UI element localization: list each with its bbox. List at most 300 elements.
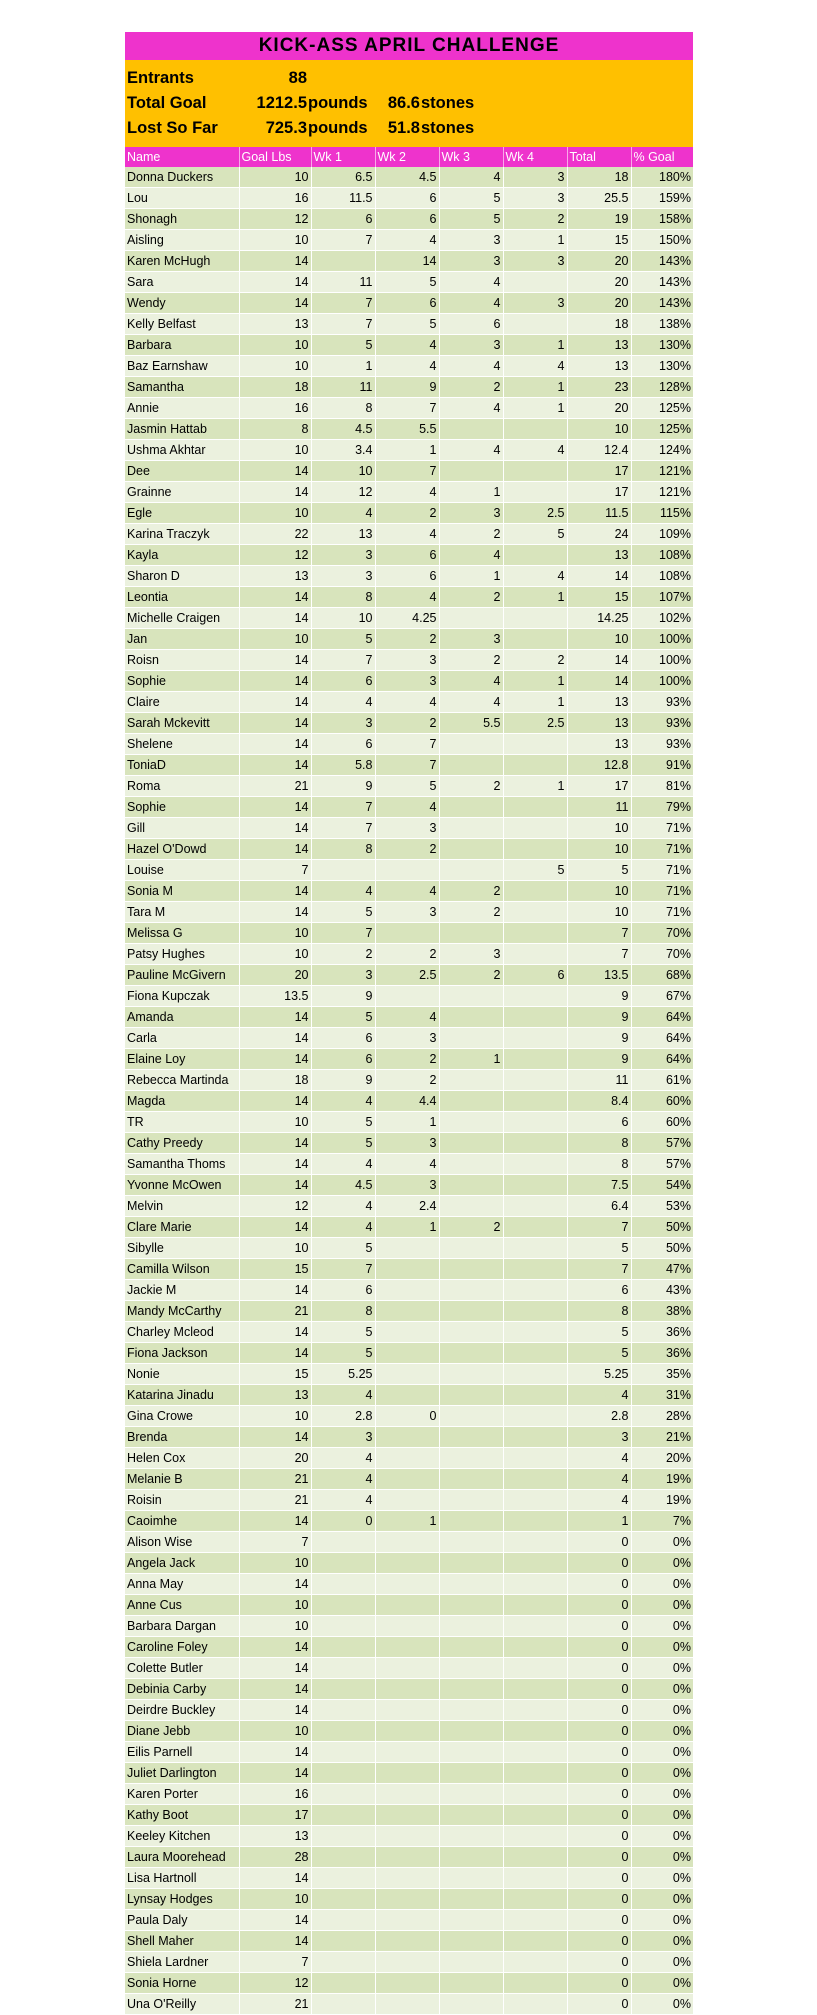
wk2-cell: [375, 1679, 439, 1700]
wk1-cell: [311, 1994, 375, 2015]
name-cell: Sonia M: [125, 881, 239, 902]
percent-cell: 143%: [631, 251, 693, 272]
wk4-cell: 1: [503, 671, 567, 692]
wk1-cell: 10: [311, 461, 375, 482]
goal-cell: 7: [239, 1532, 311, 1553]
percent-cell: 121%: [631, 482, 693, 503]
table-row: [125, 1910, 693, 1931]
name-cell: Caroline Foley: [125, 1637, 239, 1658]
wk3-cell: 3: [439, 251, 503, 272]
wk4-cell: [503, 272, 567, 293]
total-cell: 13: [567, 692, 631, 713]
name-cell: Annie: [125, 398, 239, 419]
table-row: [125, 1028, 693, 1049]
name-cell: Lisa Hartnoll: [125, 1868, 239, 1889]
wk2-cell: 4: [375, 881, 439, 902]
table-row: [125, 902, 693, 923]
wk2-cell: [375, 1238, 439, 1259]
wk4-cell: 1: [503, 776, 567, 797]
table-row: [125, 1889, 693, 1910]
goal-cell: 14: [239, 1280, 311, 1301]
goal-cell: 14: [239, 902, 311, 923]
goal-cell: 10: [239, 335, 311, 356]
table-body: [125, 167, 693, 2015]
goal-cell: 20: [239, 965, 311, 986]
percent-cell: 71%: [631, 902, 693, 923]
total-cell: 5: [567, 860, 631, 881]
name-cell: Anne Cus: [125, 1595, 239, 1616]
goal-cell: 13: [239, 1385, 311, 1406]
goal-cell: 14: [239, 482, 311, 503]
table-row: [125, 419, 693, 440]
percent-cell: 93%: [631, 734, 693, 755]
total-cell: 11: [567, 797, 631, 818]
wk4-cell: 1: [503, 230, 567, 251]
goal-cell: 14: [239, 587, 311, 608]
table-row: [125, 230, 693, 251]
wk1-cell: [311, 860, 375, 881]
goal-cell: 13: [239, 1826, 311, 1847]
wk4-cell: [503, 1616, 567, 1637]
table-row: [125, 608, 693, 629]
wk1-cell: 4: [311, 503, 375, 524]
wk2-cell: 4: [375, 797, 439, 818]
table-row: [125, 1469, 693, 1490]
table-row: [125, 1280, 693, 1301]
wk2-cell: 2: [375, 713, 439, 734]
name-cell: Nonie: [125, 1364, 239, 1385]
total-cell: 5.25: [567, 1364, 631, 1385]
wk2-cell: [375, 1322, 439, 1343]
wk3-cell: 2: [439, 587, 503, 608]
wk1-cell: 10: [311, 608, 375, 629]
wk3-cell: [439, 1301, 503, 1322]
total-cell: 5: [567, 1322, 631, 1343]
wk2-cell: 1: [375, 1112, 439, 1133]
wk4-cell: [503, 1364, 567, 1385]
wk4-cell: [503, 986, 567, 1007]
goal-cell: 14: [239, 671, 311, 692]
percent-cell: 124%: [631, 440, 693, 461]
total-cell: 14: [567, 650, 631, 671]
name-cell: Clare Marie: [125, 1217, 239, 1238]
total-cell: 5: [567, 1238, 631, 1259]
wk2-cell: [375, 1973, 439, 1994]
wk3-cell: 5.5: [439, 713, 503, 734]
table-row: [125, 965, 693, 986]
percent-cell: 143%: [631, 272, 693, 293]
lost-so-far-lbs: 725.3: [265, 119, 307, 137]
total-cell: 0: [567, 1931, 631, 1952]
wk4-cell: [503, 545, 567, 566]
name-cell: Sara: [125, 272, 239, 293]
wk4-cell: 1: [503, 692, 567, 713]
percent-cell: 0%: [631, 1994, 693, 2015]
percent-cell: 67%: [631, 986, 693, 1007]
goal-cell: 10: [239, 1616, 311, 1637]
name-cell: Katarina Jinadu: [125, 1385, 239, 1406]
wk3-cell: [439, 818, 503, 839]
name-cell: Sharon D: [125, 566, 239, 587]
name-cell: Sonia Horne: [125, 1973, 239, 1994]
wk3-cell: [439, 1469, 503, 1490]
name-cell: Una O'Reilly: [125, 1994, 239, 2015]
col-header-total: Total: [567, 147, 631, 167]
percent-cell: 36%: [631, 1343, 693, 1364]
wk3-cell: [439, 734, 503, 755]
percent-cell: 93%: [631, 692, 693, 713]
wk2-cell: [375, 1553, 439, 1574]
wk3-cell: [439, 1805, 503, 1826]
name-cell: Elaine Loy: [125, 1049, 239, 1070]
wk4-cell: 4: [503, 566, 567, 587]
percent-cell: 60%: [631, 1112, 693, 1133]
goal-cell: 21: [239, 1490, 311, 1511]
table-row: [125, 734, 693, 755]
table-row: [125, 1511, 693, 1532]
total-cell: 7: [567, 923, 631, 944]
name-cell: Egle: [125, 503, 239, 524]
wk1-cell: 3: [311, 545, 375, 566]
wk2-cell: 4: [375, 587, 439, 608]
goal-cell: 12: [239, 1196, 311, 1217]
wk3-cell: [439, 797, 503, 818]
percent-cell: 71%: [631, 818, 693, 839]
goal-cell: 14: [239, 608, 311, 629]
percent-cell: 0%: [631, 1637, 693, 1658]
name-cell: Sibylle: [125, 1238, 239, 1259]
table-row: [125, 671, 693, 692]
wk4-cell: [503, 1259, 567, 1280]
total-cell: 24: [567, 524, 631, 545]
table-row: [125, 1448, 693, 1469]
total-cell: 4: [567, 1448, 631, 1469]
table-row: [125, 209, 693, 230]
wk1-cell: 4: [311, 1448, 375, 1469]
total-cell: 0: [567, 1574, 631, 1595]
entrants-label: Entrants: [127, 69, 194, 87]
wk4-cell: [503, 1070, 567, 1091]
wk1-cell: 11: [311, 377, 375, 398]
wk4-cell: 2: [503, 650, 567, 671]
total-cell: 8: [567, 1301, 631, 1322]
wk3-cell: [439, 986, 503, 1007]
wk2-cell: 5.5: [375, 419, 439, 440]
wk3-cell: [439, 1784, 503, 1805]
wk1-cell: [311, 1805, 375, 1826]
wk1-cell: [311, 1658, 375, 1679]
percent-cell: 0%: [631, 1784, 693, 1805]
wk1-cell: 5: [311, 1322, 375, 1343]
wk2-cell: 2: [375, 839, 439, 860]
goal-cell: 8: [239, 419, 311, 440]
wk3-cell: [439, 1994, 503, 2015]
goal-cell: 14: [239, 1091, 311, 1112]
total-cell: 11.5: [567, 503, 631, 524]
percent-cell: 0%: [631, 1574, 693, 1595]
percent-cell: 108%: [631, 566, 693, 587]
wk2-cell: [375, 1658, 439, 1679]
percent-cell: 7%: [631, 1511, 693, 1532]
wk4-cell: [503, 608, 567, 629]
wk2-cell: 4.25: [375, 608, 439, 629]
percent-cell: 128%: [631, 377, 693, 398]
percent-cell: 102%: [631, 608, 693, 629]
wk4-cell: [503, 1805, 567, 1826]
table-row: [125, 272, 693, 293]
col-header-wk3: Wk 3: [439, 147, 503, 167]
goal-cell: 10: [239, 1595, 311, 1616]
wk2-cell: [375, 1826, 439, 1847]
name-cell: Angela Jack: [125, 1553, 239, 1574]
goal-cell: 7: [239, 1952, 311, 1973]
table-row: [125, 1826, 693, 1847]
wk4-cell: 2.5: [503, 713, 567, 734]
table-row: [125, 1574, 693, 1595]
wk4-cell: [503, 629, 567, 650]
wk2-cell: 1: [375, 1511, 439, 1532]
goal-cell: 14: [239, 1511, 311, 1532]
wk3-cell: [439, 419, 503, 440]
name-cell: Roisn: [125, 650, 239, 671]
table-row: [125, 650, 693, 671]
table-row: [125, 482, 693, 503]
wk4-cell: 3: [503, 188, 567, 209]
wk4-cell: [503, 1658, 567, 1679]
table-row: [125, 503, 693, 524]
percent-cell: 57%: [631, 1154, 693, 1175]
table-row: [125, 1721, 693, 1742]
wk2-cell: [375, 1490, 439, 1511]
wk2-cell: [375, 1889, 439, 1910]
goal-cell: 10: [239, 629, 311, 650]
goal-cell: 10: [239, 1112, 311, 1133]
table-row: [125, 356, 693, 377]
percent-cell: 20%: [631, 1448, 693, 1469]
wk1-cell: 7: [311, 923, 375, 944]
table-row: [125, 1238, 693, 1259]
total-cell: 10: [567, 839, 631, 860]
goal-cell: 14: [239, 272, 311, 293]
goal-cell: 14: [239, 1931, 311, 1952]
percent-cell: 158%: [631, 209, 693, 230]
wk2-cell: [375, 1847, 439, 1868]
name-cell: Karen Porter: [125, 1784, 239, 1805]
lost-so-far-unit-stones: stones: [421, 119, 475, 137]
wk3-cell: [439, 1070, 503, 1091]
percent-cell: 50%: [631, 1238, 693, 1259]
table-row: [125, 1301, 693, 1322]
goal-cell: 10: [239, 1553, 311, 1574]
wk3-cell: [439, 1280, 503, 1301]
wk2-cell: [375, 860, 439, 881]
wk1-cell: 7: [311, 797, 375, 818]
table-row: [125, 839, 693, 860]
wk3-cell: [439, 839, 503, 860]
wk1-cell: 3: [311, 566, 375, 587]
percent-cell: 70%: [631, 923, 693, 944]
wk3-cell: 2: [439, 524, 503, 545]
percent-cell: 159%: [631, 188, 693, 209]
wk1-cell: 3: [311, 1427, 375, 1448]
wk2-cell: 4: [375, 692, 439, 713]
table-row: [125, 251, 693, 272]
wk4-cell: [503, 1490, 567, 1511]
percent-cell: 19%: [631, 1490, 693, 1511]
name-cell: Louise: [125, 860, 239, 881]
name-cell: Juliet Darlington: [125, 1763, 239, 1784]
table-row: [125, 776, 693, 797]
col-header-wk1: Wk 1: [311, 147, 375, 167]
wk2-cell: 1: [375, 1217, 439, 1238]
wk3-cell: 3: [439, 230, 503, 251]
wk2-cell: [375, 1427, 439, 1448]
wk2-cell: 4: [375, 335, 439, 356]
percent-cell: 53%: [631, 1196, 693, 1217]
wk4-cell: [503, 1574, 567, 1595]
total-cell: 0: [567, 1637, 631, 1658]
wk3-cell: 2: [439, 377, 503, 398]
wk3-cell: [439, 1931, 503, 1952]
total-cell: 0: [567, 1805, 631, 1826]
total-cell: 13: [567, 335, 631, 356]
wk2-cell: [375, 1931, 439, 1952]
table-row: [125, 1196, 693, 1217]
wk1-cell: 6: [311, 734, 375, 755]
wk2-cell: [375, 1805, 439, 1826]
goal-cell: 22: [239, 524, 311, 545]
total-cell: 6: [567, 1112, 631, 1133]
wk1-cell: [311, 1889, 375, 1910]
wk3-cell: [439, 1133, 503, 1154]
goal-cell: 21: [239, 1469, 311, 1490]
table-row: [125, 1553, 693, 1574]
total-cell: 13: [567, 713, 631, 734]
goal-cell: 12: [239, 209, 311, 230]
wk1-cell: 2: [311, 944, 375, 965]
wk3-cell: [439, 1868, 503, 1889]
wk4-cell: [503, 1868, 567, 1889]
name-cell: Eilis Parnell: [125, 1742, 239, 1763]
goal-cell: 20: [239, 1448, 311, 1469]
table-row: [125, 1490, 693, 1511]
wk3-cell: [439, 1847, 503, 1868]
table-row: [125, 944, 693, 965]
total-cell: 17: [567, 461, 631, 482]
table-row: [125, 461, 693, 482]
total-cell: 0: [567, 1973, 631, 1994]
col-header-wk2: Wk 2: [375, 147, 439, 167]
total-cell: 9: [567, 1049, 631, 1070]
table-row: [125, 1784, 693, 1805]
wk2-cell: [375, 1364, 439, 1385]
wk2-cell: 4.4: [375, 1091, 439, 1112]
percent-cell: 0%: [631, 1700, 693, 1721]
wk1-cell: 0: [311, 1511, 375, 1532]
goal-cell: 14: [239, 293, 311, 314]
wk2-cell: 2: [375, 629, 439, 650]
table-row: [125, 377, 693, 398]
goal-cell: 16: [239, 188, 311, 209]
wk2-cell: 6: [375, 293, 439, 314]
wk4-cell: 2: [503, 209, 567, 230]
wk2-cell: 4: [375, 356, 439, 377]
name-cell: Camilla Wilson: [125, 1259, 239, 1280]
wk4-cell: 3: [503, 293, 567, 314]
name-cell: Leontia: [125, 587, 239, 608]
table-row: [125, 524, 693, 545]
name-cell: Samantha Thoms: [125, 1154, 239, 1175]
wk3-cell: 5: [439, 209, 503, 230]
goal-cell: 14: [239, 1574, 311, 1595]
wk3-cell: [439, 1616, 503, 1637]
percent-cell: 109%: [631, 524, 693, 545]
wk1-cell: 5: [311, 1133, 375, 1154]
spreadsheet: [125, 32, 693, 2015]
table-row: [125, 1700, 693, 1721]
wk4-cell: [503, 1028, 567, 1049]
total-cell: 0: [567, 1763, 631, 1784]
total-cell: 0: [567, 1889, 631, 1910]
percent-cell: 100%: [631, 650, 693, 671]
table-row: [125, 818, 693, 839]
goal-cell: 10: [239, 356, 311, 377]
percent-cell: 0%: [631, 1973, 693, 1994]
goal-cell: 10: [239, 1721, 311, 1742]
wk4-cell: [503, 1952, 567, 1973]
total-cell: 4: [567, 1469, 631, 1490]
wk1-cell: [311, 1952, 375, 1973]
wk1-cell: 13: [311, 524, 375, 545]
wk3-cell: [439, 1763, 503, 1784]
wk1-cell: 5: [311, 1238, 375, 1259]
goal-cell: 7: [239, 860, 311, 881]
goal-cell: 14: [239, 1028, 311, 1049]
table-row: [125, 1259, 693, 1280]
wk4-cell: [503, 1238, 567, 1259]
name-cell: Pauline McGivern: [125, 965, 239, 986]
total-cell: 14.25: [567, 608, 631, 629]
table-row: [125, 293, 693, 314]
goal-cell: 10: [239, 1889, 311, 1910]
wk1-cell: 7: [311, 650, 375, 671]
wk3-cell: [439, 1574, 503, 1595]
wk2-cell: [375, 1595, 439, 1616]
name-cell: Jackie M: [125, 1280, 239, 1301]
total-cell: 15: [567, 230, 631, 251]
wk3-cell: [439, 1679, 503, 1700]
summary-block: [125, 60, 693, 147]
name-cell: Cathy Preedy: [125, 1133, 239, 1154]
wk1-cell: 4.5: [311, 1175, 375, 1196]
percent-cell: 43%: [631, 1280, 693, 1301]
wk3-cell: [439, 923, 503, 944]
total-cell: 2.8: [567, 1406, 631, 1427]
name-cell: Laura Moorehead: [125, 1847, 239, 1868]
wk4-cell: 5: [503, 524, 567, 545]
wk1-cell: 4: [311, 1154, 375, 1175]
percent-cell: 54%: [631, 1175, 693, 1196]
goal-cell: 13: [239, 314, 311, 335]
wk1-cell: [311, 1910, 375, 1931]
percent-cell: 50%: [631, 1217, 693, 1238]
table-row: [125, 713, 693, 734]
table-row: [125, 398, 693, 419]
wk1-cell: 5: [311, 902, 375, 923]
wk2-cell: 7: [375, 755, 439, 776]
wk3-cell: [439, 1196, 503, 1217]
entrants-value: 88: [288, 69, 307, 87]
